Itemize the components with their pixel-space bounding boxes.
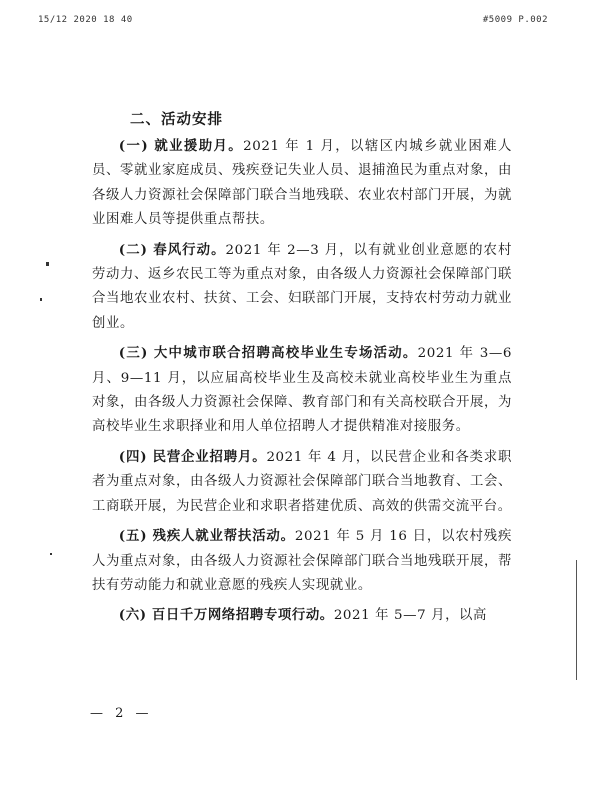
paragraph-disabled-employment-support xyxy=(92,524,512,598)
paragraph-employment-assistance-month xyxy=(92,134,512,233)
paragraph-private-enterprise-month xyxy=(92,445,512,519)
paragraph-text: 2021 年 1 月，以辖区内城乡就业困难人员、零就业家庭成员、残疾登记失业人员、退捕渔民为重点对象，由各级人力资源社会保障部门联合当地残联、农业农村部门开展，为就业困难人员等提供重点帮扶。 xyxy=(92,139,512,228)
paragraph-text: 2021 年 4 月，以民营企业和各类求职者为重点对象，由各级人力资源社会保障部门联合当地教育、工会、工商联开展，为民营企业和求职者搭建优质、高效的供需交流平台。 xyxy=(92,449,512,514)
paragraph-spring-breeze-action xyxy=(92,238,512,337)
paragraph-text: 2021 年 5—7 月，以高 xyxy=(333,608,488,624)
scan-edge-mark xyxy=(576,560,577,680)
paragraph-text: 2021 年 2—3 月，以有就业创业意愿的农村劳动力、返乡农民工等为重点对象，由各级人力资源社会保障部门联合当地农业农村、扶贫、工会、妇联部门开展，支持农村劳动力就业创业。 xyxy=(92,242,512,331)
paragraph-text: 2021 年 5 月 16 日，以农村残疾人为重点对象，由各级人力资源社会保障部门联合当地残联开展，帮扶有劳动能力和就业意愿的残疾人实现就业。 xyxy=(92,529,512,593)
fax-header-datetime: 15/12 2020 18 40 xyxy=(38,15,133,25)
paragraph-lead: (二) 春风行动。 xyxy=(118,241,226,258)
scan-speck xyxy=(40,298,42,301)
body-text xyxy=(92,134,512,634)
paragraph-lead: (三) 大中城市联合招聘高校毕业生专场活动。 xyxy=(118,345,418,362)
fax-header-page-id: #5009 P.002 xyxy=(482,15,548,25)
paragraph-lead: (五) 残疾人就业帮扶活动。 xyxy=(118,528,295,545)
scan-speck xyxy=(46,262,49,266)
section-heading: 二、活动安排 xyxy=(130,112,223,128)
scan-speck xyxy=(50,553,52,555)
paragraph-lead: (四) 民营企业招聘月。 xyxy=(118,448,267,465)
paragraph-text: 2021 年 3—6 月、9—11 月，以应届高校毕业生及高校未就业高校毕业生为重点对象，由各级人力资源社会保障、教育部门和有关高校联合开展，为高校毕业生求职择业和用人单位招聘人才提供精准对接服务。 xyxy=(92,346,512,435)
paragraph-online-recruitment-action xyxy=(92,603,512,628)
paragraph-graduate-recruitment xyxy=(92,341,512,440)
paragraph-lead: (六) 百日千万网络招聘专项行动。 xyxy=(118,607,334,624)
page-number: — 2 — xyxy=(90,706,153,721)
paragraph-lead: (一) 就业援助月。 xyxy=(118,138,244,154)
